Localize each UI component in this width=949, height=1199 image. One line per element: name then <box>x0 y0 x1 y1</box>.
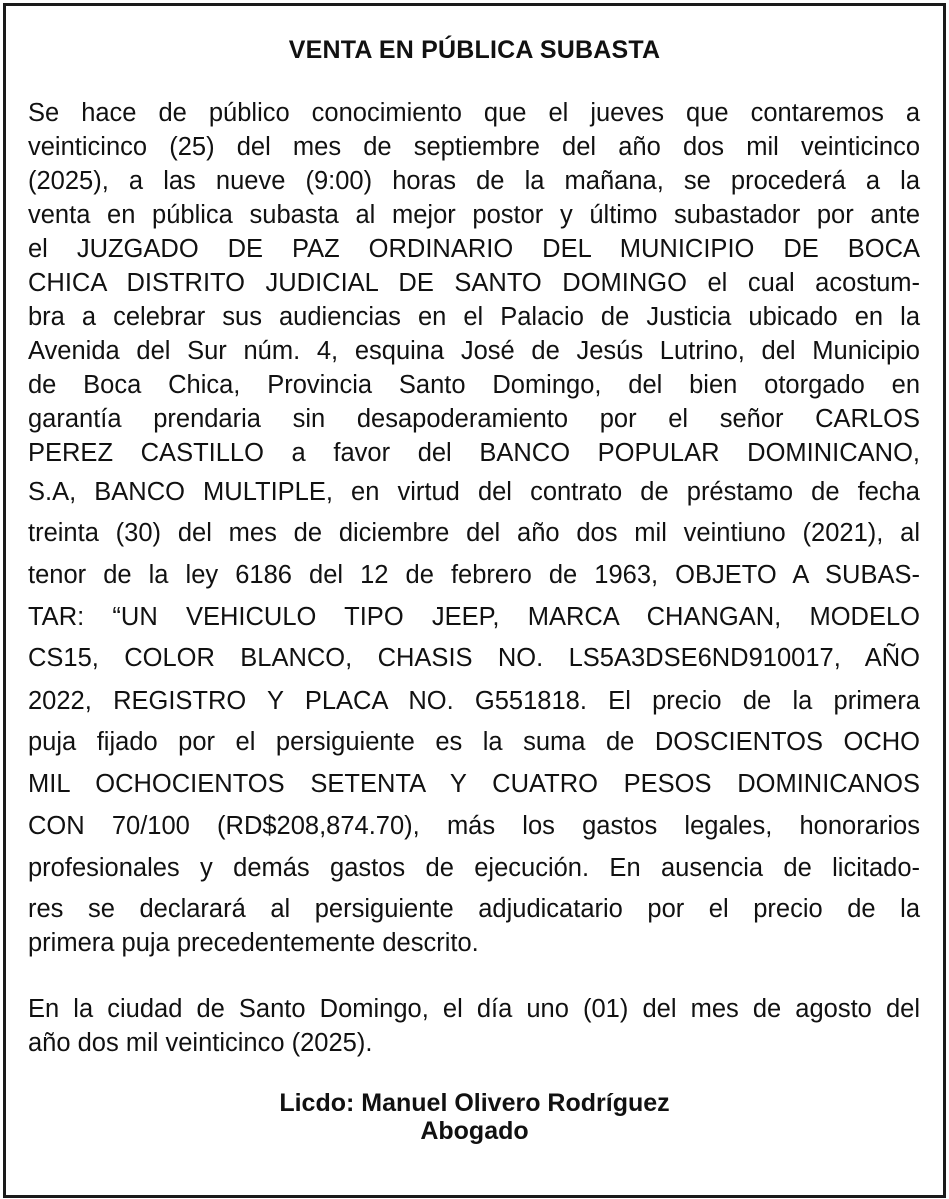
body-line: TAR: “UN VEHICULO TIPO JEEP, MARCA CHANGAN, MODELO <box>28 603 920 631</box>
body-line: Avenida del Sur núm. 4, esquina José de Jesús Lutrino, del Municipio <box>28 337 920 365</box>
body-line: profesionales y demás gastos de ejecución. En ausencia de licitado- <box>28 854 920 882</box>
body-line: treinta (30) del mes de diciembre del año dos mil veintiuno (2021), al <box>28 519 920 547</box>
signature-role: Abogado <box>420 1117 529 1145</box>
body-line: tenor de la ley 6186 del 12 de febrero de 1963, OBJETO A SUBAS- <box>28 561 920 589</box>
body-line: bra a celebrar sus audiencias en el Palacio de Justicia ubicado en la <box>28 303 920 331</box>
closing-line-last: año dos mil veinticinco (2025). <box>28 1029 373 1057</box>
closing-line: En la ciudad de Santo Domingo, el día uno (01) del mes de agosto del <box>28 995 920 1023</box>
legal-notice <box>3 3 946 1198</box>
body-line: PEREZ CASTILLO a favor del BANCO POPULAR DOMINICANO, <box>28 439 920 467</box>
body-line: de Boca Chica, Provincia Santo Domingo, del bien otorgado en <box>28 371 920 399</box>
body-line: el JUZGADO DE PAZ ORDINARIO DEL MUNICIPIO DE BOCA <box>28 235 920 263</box>
body-line: CHICA DISTRITO JUDICIAL DE SANTO DOMINGO el cual acostum- <box>28 269 920 297</box>
body-line: S.A, BANCO MULTIPLE, en virtud del contrato de préstamo de fecha <box>28 478 920 506</box>
body-line: (2025), a las nueve (9:00) horas de la mañana, se procederá a la <box>28 167 920 195</box>
body-line: MIL OCHOCIENTOS SETENTA Y CUATRO PESOS DOMINICANOS <box>28 770 920 798</box>
body-line: Se hace de público conocimiento que el jueves que contaremos a <box>28 99 920 127</box>
body-line: CON 70/100 (RD$208,874.70), más los gastos legales, honorarios <box>28 812 920 840</box>
notice-title: VENTA EN PÚBLICA SUBASTA <box>288 36 661 64</box>
body-line-last: primera puja precedentemente descrito. <box>28 929 479 957</box>
body-line: 2022, REGISTRO Y PLACA NO. G551818. El precio de la primera <box>28 687 920 715</box>
body-line: CS15, COLOR BLANCO, CHASIS NO. LS5A3DSE6ND910017, AÑO <box>28 644 920 672</box>
body-line: puja fijado por el persiguiente es la suma de DOSCIENTOS OCHO <box>28 728 920 756</box>
body-line: veinticinco (25) del mes de septiembre del año dos mil veinticinco <box>28 133 920 161</box>
body-line: res se declarará al persiguiente adjudicatario por el precio de la <box>28 895 920 923</box>
body-line: venta en pública subasta al mejor postor y último subastador por ante <box>28 201 920 229</box>
signature-name: Licdo: Manuel Olivero Rodríguez <box>279 1089 670 1117</box>
body-line: garantía prendaria sin desapoderamiento por el señor CARLOS <box>28 405 920 433</box>
